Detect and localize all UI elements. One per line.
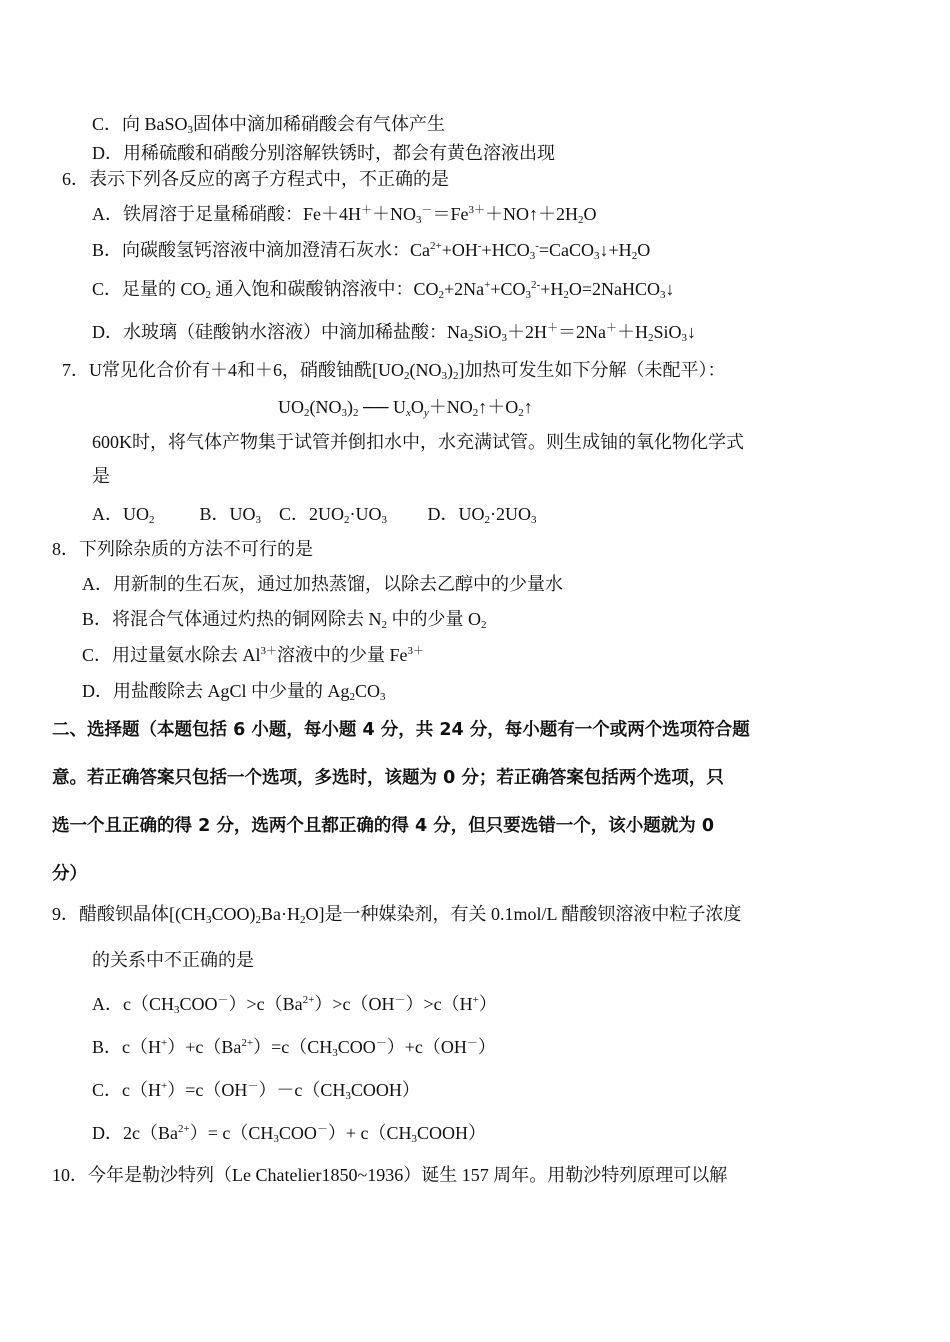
q9-stem-2: 的关系中不正确的是 (92, 950, 254, 970)
q7-stem-2: 600K时，将气体产物集于试管并倒扣水中，水充满试管。则生成铀的氧化物化学式 (92, 432, 744, 452)
q7-equation: $UO_2(NO_3)_2$ ── $U_xO_y+NO_2↑+O_2↑$ (278, 397, 533, 419)
section2-heading-line-2: 意。若正确答案只包括一个选项，多选时，该题为 0 分；若正确答案包括两个选项，只 (52, 768, 724, 788)
q8-option-b: B．将混合气体通过灼热的铜网除去 $N_2$ 中的少量 $O_2$ (82, 609, 487, 631)
q6-option-b: B．向碳酸氢钙溶液中滴加澄清石灰水：$Ca^{2+}+OH^-+HCO_3^-=CaCO_3↓+H_2O$ (92, 240, 651, 262)
q6-option-c: C．足量的 $CO_2$ 通入饱和碳酸钠溶液中：$CO_2+2Na^++CO_3^{2-}+H_2O=2NaHCO_3↓$ (92, 279, 675, 301)
q6-option-a: A．铁屑溶于足量稀硝酸：$Fe+4H^++NO_3^-=Fe^{3+}+NO↑+2H_2O$ (92, 204, 597, 226)
q8-option-c: C．用过量氨水除去 $Al^{3+}$溶液中的少量 $Fe^{3+}$ (82, 645, 425, 665)
q8-stem: 8．下列除杂质的方法不可行的是 (52, 539, 313, 559)
q9-option-d: D．$2c(Ba^{2+})= c(CH_3COO^-)+$ $c(CH_3COOH)$ (92, 1123, 487, 1145)
q5-option-d: D．用稀硫酸和硝酸分别溶解铁锈时，都会有黄色溶液出现 (92, 143, 555, 163)
q7-stem-3: 是 (92, 466, 110, 486)
q6-option-d: D．水玻璃（硅酸钠水溶液）中滴加稀盐酸：$Na_2SiO_3+2H^+=2Na^++H_2SiO_3↓$ (92, 322, 697, 344)
q8-option-a: A．用新制的生石灰，通过加热蒸馏，以除去乙醇中的少量水 (82, 574, 563, 594)
q7-stem: 7．U常见化合价有＋4和＋6，硝酸铀酰$[UO_2(NO_3)_2]$加热可发生如下分解（未配平）： (62, 360, 726, 382)
q6-stem: 6．表示下列各反应的离子方程式中，不正确的是 (62, 169, 449, 189)
section2-heading-line-1: 二、选择题（本题包括 6 小题，每小题 4 分，共 24 分，每小题有一个或两个选项符合题 (52, 720, 750, 740)
q9-option-a: A．$c(CH_3COO^-)>c(Ba^{2+})>c(OH^-)>c(H^+)$ (92, 994, 497, 1016)
q9-stem: 9．醋酸钡晶体$[(CH_3COO)_2Ba\cdot H_2O]$是一种媒染剂，有关 0.1mol/L 醋酸钡溶液中粒子浓度 (52, 904, 742, 926)
q5-option-c: C．向 BaSO$_3$固体中滴加稀硝酸会有气体产生 (92, 114, 446, 136)
q9-option-c: C．$c(H^+)=c(OH^-)-c(CH_3COOH)$ (92, 1080, 420, 1102)
q9-option-b: B．$c(H^+)+c(Ba^{2+})=c(CH_3COO^-)+c(OH^-)$ (92, 1037, 496, 1059)
section2-heading-line-4: 分） (52, 864, 87, 884)
q8-option-d: D．用盐酸除去 AgCl 中少量的 $Ag_2CO_3$ (82, 681, 386, 703)
q10-stem: 10．今年是勒沙特列（Le Chatelier1850~1936）诞生 157 周年。用勒沙特列原理可以解 (52, 1165, 728, 1185)
section2-heading-line-3: 选一个且正确的得 2 分，选两个且都正确的得 4 分，但只要选错一个，该小题就为 0 (52, 816, 714, 836)
q7-options: A．$UO_2$ B．$UO_3$ C．$2UO_2\cdot UO_3$ D．$UO_2\cdot 2UO_3$ (92, 504, 537, 526)
